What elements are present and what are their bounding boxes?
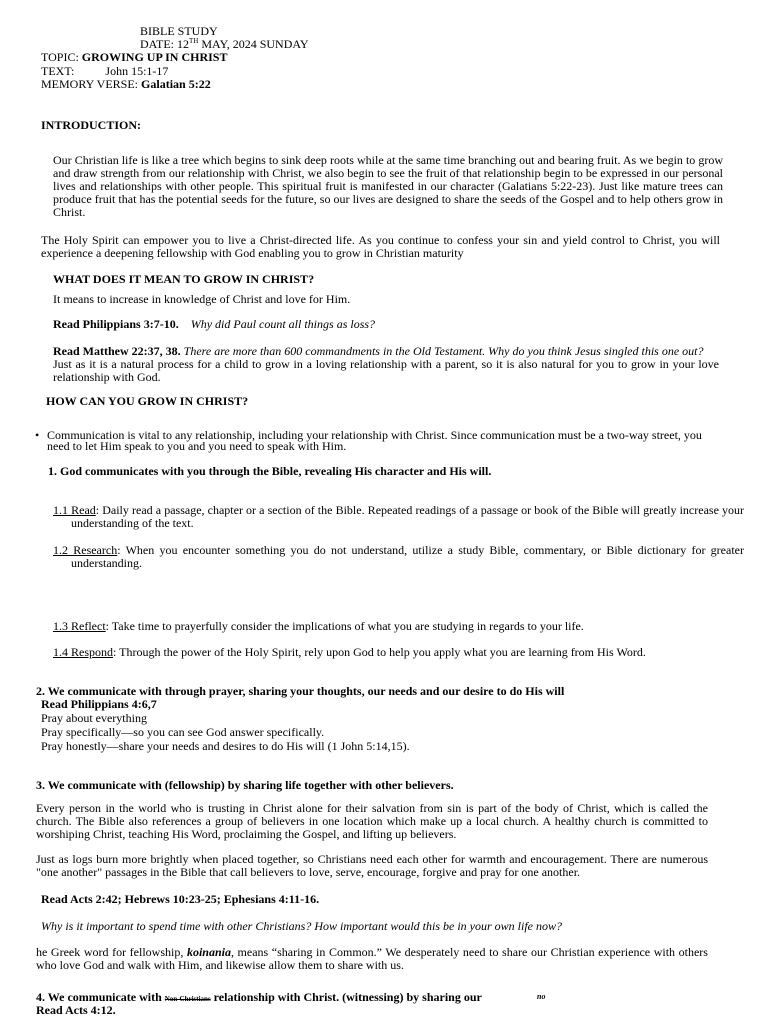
holy-spirit-paragraph: The Holy Spirit can empower you to live a Christ-directed life. As you continue to confess your sin and yield control to Christ, you will experience a deepening fellowship with God enabling you to grow in Christian maturity [41,233,720,260]
point-4-heading: 4. We communicate with Non-Christians relationship with Christ. (witnessing) by sharing our [36,990,482,1004]
sub-point-reflect: 1.3 Reflect: Take time to prayerfully consider the implications of what you are studying in regards to your life. [53,619,584,633]
text-line: TEXT: John 15:1-17 [41,64,169,78]
body-of-christ-paragraph: Every person in the world who is trusting in Christ alone for their salvation from sin is part of the body of Christ, which is called the church. The Bible also references a group of believers in one location which make up a local church. A healthy church is committed to worshiping Christ, teaching His Word, proclaiming the Gospel, and lifting up believers. [36,801,708,841]
introduction-paragraph: Our Christian life is like a tree which begins to sink deep roots while at the same time branching out and bearing fruit. As we begin to grow and draw strength from our relationship with Christ, we also begin to see the fruit of that relationship begin to be expressed in our personal lives and relationships with other people. This spiritual fruit is manifested in our character (Galatians 5:22-23). Just like mature trees can produce fruit that has the potential seeds for the future, so our lives are designed to share the seeds of the Gospel and to help others grow in Christ. [53,153,723,219]
read-acts-hebrews: Read Acts 2:42; Hebrews 10:23-25; Ephesians 4:11-16. [41,892,320,906]
koinonia-paragraph: he Greek word for fellowship, koinania, means “sharing in Common.” We desperately need to share our Christian experience with others who love God and walk with Him, and likewise allow them to share with us. [36,945,708,972]
meaning-text: It means to increase in knowledge of Christ and love for Him. [53,292,351,306]
point-1-heading: 1. God communicates with you through the Bible, revealing His character and His will. [48,464,492,478]
sub-point-research: 1.2 Research: When you encounter something you do not understand, utilize a study Bible, commentary, or Bible dictionary for greater understanding. [53,543,744,570]
logs-paragraph: Just as logs burn more brightly when placed together, so Christians need each other for warmth and encouragement. There are numerous "one another" passages in the Bible that call believers to love, serve, encourage, forgive and pray for one another. [36,852,708,879]
read-matthew-line: Read Matthew 22:37, 38. There are more than 600 commandments in the Old Testament. Why do you think Jesus singled this one out? [53,344,704,358]
doc-title: BIBLE STUDY [140,24,218,38]
introduction-heading: INTRODUCTION: [41,118,142,132]
point-2-heading: 2. We communicate with through prayer, sharing your thoughts, our needs and our desire to do His will [36,684,565,698]
read-philippians-4: Read Philippians 4:6,7 [41,697,157,711]
bullet-icon: • [35,428,40,442]
handwritten-note: no [537,992,546,1001]
communication-bullet: • Communication is vital to any relationship, including your relationship with Christ. Since communication must be a two-way street, you need to let Him speak to you and you need to speak with Him. [35,428,702,453]
natural-process-text: Just as it is a natural process for a child to grow in a loving relationship with a parent, so it is also natural for you to grow in your love relationship with God. [53,357,719,384]
doc-date: DATE: 12TH MAY, 2024 SUNDAY [140,37,309,51]
section-heading-how: HOW CAN YOU GROW IN CHRIST? [46,394,249,408]
read-acts-4: Read Acts 4:12. [36,1003,116,1017]
sub-point-respond: 1.4 Respond: Through the power of the Holy Spirit, rely upon God to help you apply what you are learning from His Word. [53,645,646,659]
read-philippians-line: Read Philippians 3:7-10. Why did Paul count all things as loss? [53,317,376,331]
prayer-line-3: Pray honestly—share your needs and desires to do His will (1 John 5:14,15). [41,739,410,753]
topic-line: TOPIC: GROWING UP IN CHRIST [41,50,228,64]
point-3-heading: 3. We communicate with (fellowship) by sharing life together with other believers. [36,778,454,792]
section-heading-what: WHAT DOES IT MEAN TO GROW IN CHRIST? [53,272,315,286]
fellowship-question: Why is it important to spend time with other Christians? How important would this be in your own life now? [41,919,563,933]
prayer-line-2: Pray specifically—so you can see God answer specifically. [41,725,325,739]
sub-point-read: 1.1 Read: Daily read a passage, chapter or a section of the Bible. Repeated readings of a passage or book of the Bible will greatly increase your understanding of the text. [53,503,745,530]
memory-verse-line: MEMORY VERSE: Galatian 5:22 [41,77,211,91]
prayer-line-1: Pray about everything [41,711,147,725]
